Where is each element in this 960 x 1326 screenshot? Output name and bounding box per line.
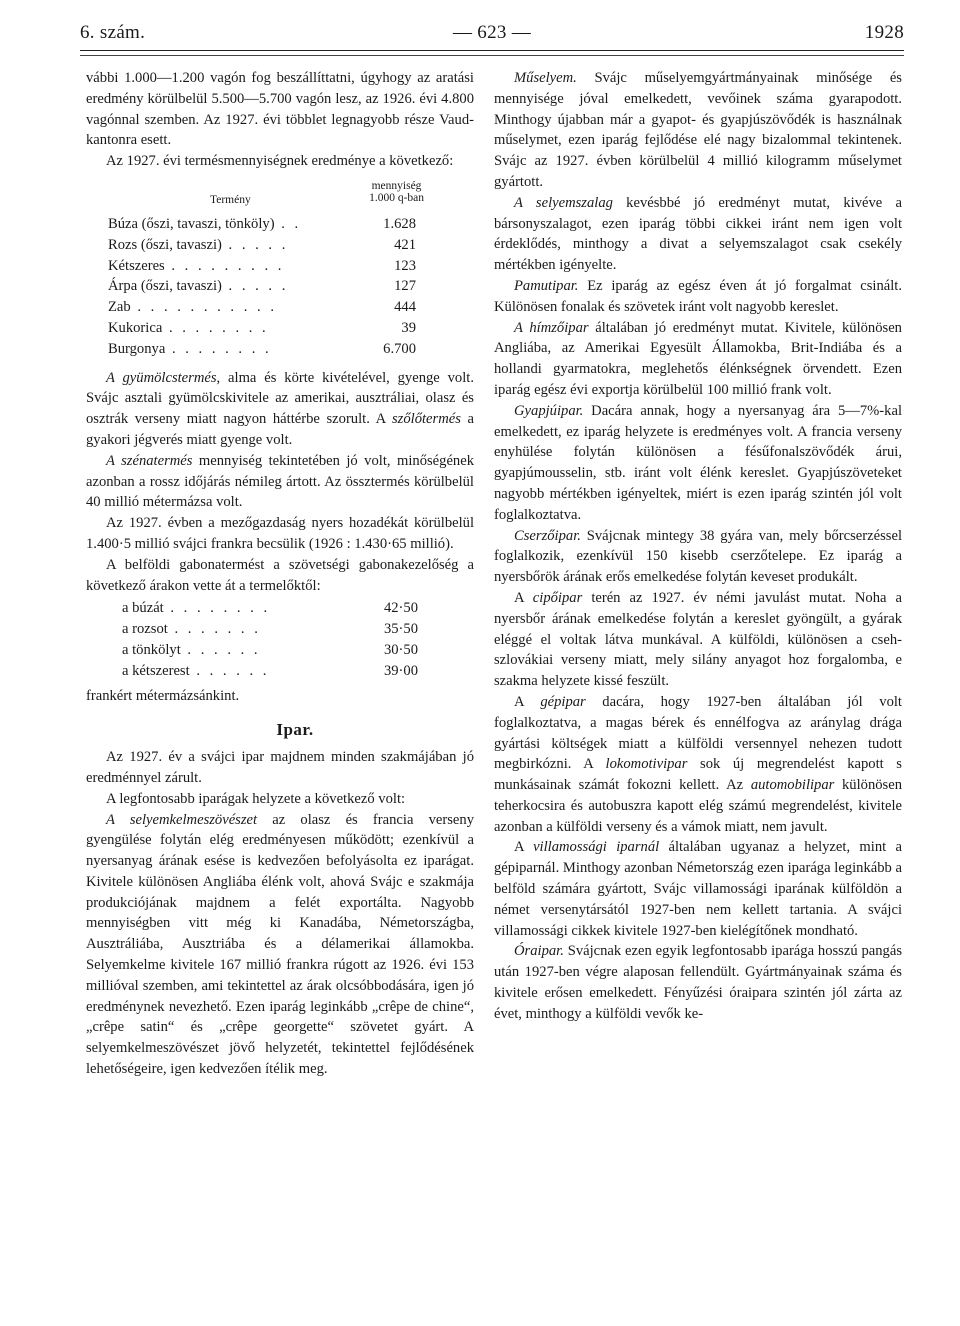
tanning-paragraph: Cserzőipar. Svájcnak mintegy 38 gyára van, mely bőrcserzéssel foglalkozik, ezenkívül 150 kisebb cserzőtelepe. Ez iparág a nyersbőrök árának erős emelkedése folytán keveset produkált.	[494, 527, 902, 586]
shoe-paragraph: A cipőipar terén az 1927. év némi javulást mutat. Noha a nyersbőr árának emelkedése folytán a kereslet gyöngült, a gyárak eléggé el voltak látva munkával. A külföldi, különösen a cseh-szlovákiai verseny miatt, mely silány anyagot hoz forgalomba, e szakma helyzete kissé feszült.	[494, 589, 902, 690]
price-row: a rozsot . . . . . . . 35·50	[122, 621, 418, 638]
crop-col-header: Termény	[210, 193, 251, 206]
yield-paragraph: Az 1927. évben a mezőgazdaság nyers hozadékát körülbelül 1.400·5 millió svájci frankra becsülik (1926 : 1.430·65 millió).	[86, 515, 474, 552]
crop-table	[86, 214, 474, 360]
intro-paragraph-2: Az 1927. évi termésmennyiségnek eredménye a következő:	[106, 153, 454, 170]
section-heading: Ipar.	[276, 720, 314, 740]
year: 1928	[864, 22, 904, 43]
header-rule	[80, 50, 904, 51]
silk-fabric-paragraph: A selyemkelmeszövészet az olasz és francia verseny gyengülése folytán elég eredményesen működött; ezenkívül a nyersanyag árának esése is kedvezően befolyásolta ez iparágat. Kivitele különösen Angliába élénk volt, ahová Svájc e szakmája produkciójának majdnem a felét exportálta. Nagyobb mennyiségben vitt még ki Kanadába, Németországba, Ausztráliába, Ausztriába és a délamerikai államokba. Selyemkelme kivitele 167 millió frankra rúgott az 1926. évi 153 millióval szemben, ami tekintettel az árak olcsóbbodására, igen jó eredménynek nevezhető. Ezen iparág leginkább „crêpe de chine“, „crêpe satin“ és „crêpe georgette“ szövetet gyárt. A selyemkelmeszövészet jövő helyzetét, tekintettel fejlődésének lehetőségeire, igen kedvezően ítélik meg.	[86, 811, 475, 1078]
grain-paragraph: A belföldi gabonatermést a szövetségi gabonakezelőség a következő árakon vette át a termelőktől:	[86, 556, 474, 594]
price-row: a tönkölyt . . . . . . 30·50	[122, 641, 418, 658]
crop-table-header	[86, 174, 474, 214]
table-row: Kétszeres . . . . . . . . . 123	[108, 257, 416, 274]
wool-paragraph: Gyapjúipar. Dacára annak, hogy a nyersanyag ára 5—7%-kal emelkedett, ez iparág helyzete is eredményes volt. A francia verseny enyhülése folytán különösen a fésűfonalszövődék árui, gyapjúmousselin, stb. iránt volt élénk kereslet. Gyapjúszöveteket nagyobb mértékben igényeltek, miért is ezen iparág szintén jól volt foglalkoztatva.	[494, 402, 902, 523]
quantity-col-header: mennyiség 1.000 q-ban	[369, 179, 424, 204]
issue-number: 6. szám.	[80, 22, 146, 43]
table-row: Zab . . . . . . . . . . . 444	[108, 299, 416, 316]
table-row: Árpa (őszi, tavaszi) . . . . . 127	[108, 278, 416, 295]
cotton-paragraph: Pamutipar. Ez iparág az egész éven át jó forgalmat csinált. Különösen fonalak és szövetek iránt volt nagyobb kereslet.	[494, 277, 902, 315]
table-row: Burgonya . . . . . . . . 6.700	[108, 340, 416, 357]
machine-paragraph: A gépipar dacára, hogy 1927-ben általában jól volt foglalkoztatva, a magas bérek és ennélfogva az aránylag drága gyártási költségek miatt a külföldi versennyel nehezen tudott megbirkózni. A lokomotivipar sok új megrendelést kapott s munkásainak számát fokozni kellett. Az automobilipar különösen teherkocsira és autobuszra kapott elég számú megrendelést, kivitele azonban a külföldi verseny és a vámok miatt, nem javult.	[494, 693, 902, 835]
artificial-silk-paragraph: Műselyem. Svájc műselyemgyártmányainak minősége és mennyisége jóval emelkedett, vevőinek száma gyarapodott. Minthogy újabban már a gyapot- és gyapjúszövődék is használnak műselymet, ezen iparág fejlődése elé nagy bizalommal tekintenek. Svájc az 1927. évben körülbelül 4 millió kilogramm műselymet gyártott.	[494, 70, 902, 190]
embroidery-paragraph: A hímzőipar általában jó eredményt mutat. Kivitele, különösen Angliába, az Amerikai Egyesült Államokba, Brit-Indiába és a hollandi gyarmatokra, meglehetős élénkségnek örvendett. Ezen iparág egész évi exportja körülbelül 100 millió frank volt.	[494, 319, 902, 398]
table-row: Búza (őszi, tavaszi, tönköly) . . 1.628	[108, 215, 416, 232]
right-column	[494, 68, 902, 1025]
price-row: a búzát . . . . . . . . 42·50	[122, 600, 418, 617]
price-list	[86, 598, 474, 681]
table-row: Kukorica . . . . . . . . 39	[108, 319, 416, 336]
fruit-paragraph: A gyümölcstermés, alma és körte kivételével, gyenge volt. Svájc asztali gyümölcskivitele az amerikai, ausztráliai, olasz és osztrák verseny miatt nagyon háttérbe szorult. A szőlőtermés a gyakori jégverés miatt gyenge volt.	[86, 369, 474, 448]
silk-ribbon-paragraph: A selyemszalag kevésbbé jó eredményt mutat, kivéve a bársonyszalagot, ezen iparág többi cikkei iránt nem igen volt érdeklődés, minthogy a divat a selyemszalagot csak csekély mértékben igényelte.	[494, 194, 902, 274]
table-row: Rozs (őszi, tavaszi) . . . . . 421	[108, 236, 416, 253]
hay-paragraph: A szénatermés mennyiség tekintetében jó volt, minőségének azonban a rossz időjárás némileg ártott. Az össztermés körülbelül 40 millió métermázsa volt.	[86, 452, 474, 511]
left-column	[86, 68, 474, 1080]
page-number: — 623 —	[452, 22, 532, 43]
intro-paragraph: vábbi 1.000—1.200 vagón fog beszállíttatni, úgyhogy az aratási eredmény körülbelül 5.500—5.700 vagón lesz, az 1926. évi 4.800 vagónnal szemben. Az 1927. évi többlet legnagyobb része Vaud-kantonra esett.	[86, 70, 474, 149]
electrical-paragraph: A villamossági iparnál általában ugyanaz a helyzet, mint a gépiparnál. Minthogy azonban Németország ezen iparága leginkább a belföld számára gyártott, Svájc villamossági iparának külföldön a német versenytársától 1927-ben nem kellett tartania. A svájci villamossági cikkek kivitele 1927-ben kielégítőnek mondható.	[494, 839, 902, 939]
watch-paragraph: Óraipar. Svájcnak ezen egyik legfontosabb iparága hosszú pangás után 1927-ben végre alaposan fellendült. Gyártmányainak száma és kivitele erősen emelkedett. Fényűzési óraipara szintén jól zárta az évet, minthogy a külföldi vevők ke-	[494, 943, 902, 1022]
price-row: a kétszerest . . . . . . 39·00	[122, 662, 418, 679]
price-unit-line: frankért métermázsánkint.	[86, 687, 240, 704]
page-header	[80, 18, 904, 48]
industry-intro-2: A legfontosabb iparágak helyzete a következő volt:	[106, 790, 406, 807]
header-rule-thin	[80, 55, 904, 56]
industry-intro: Az 1927. év a svájci ipar majdnem minden szakmájában jó eredménnyel zárult.	[86, 749, 474, 786]
